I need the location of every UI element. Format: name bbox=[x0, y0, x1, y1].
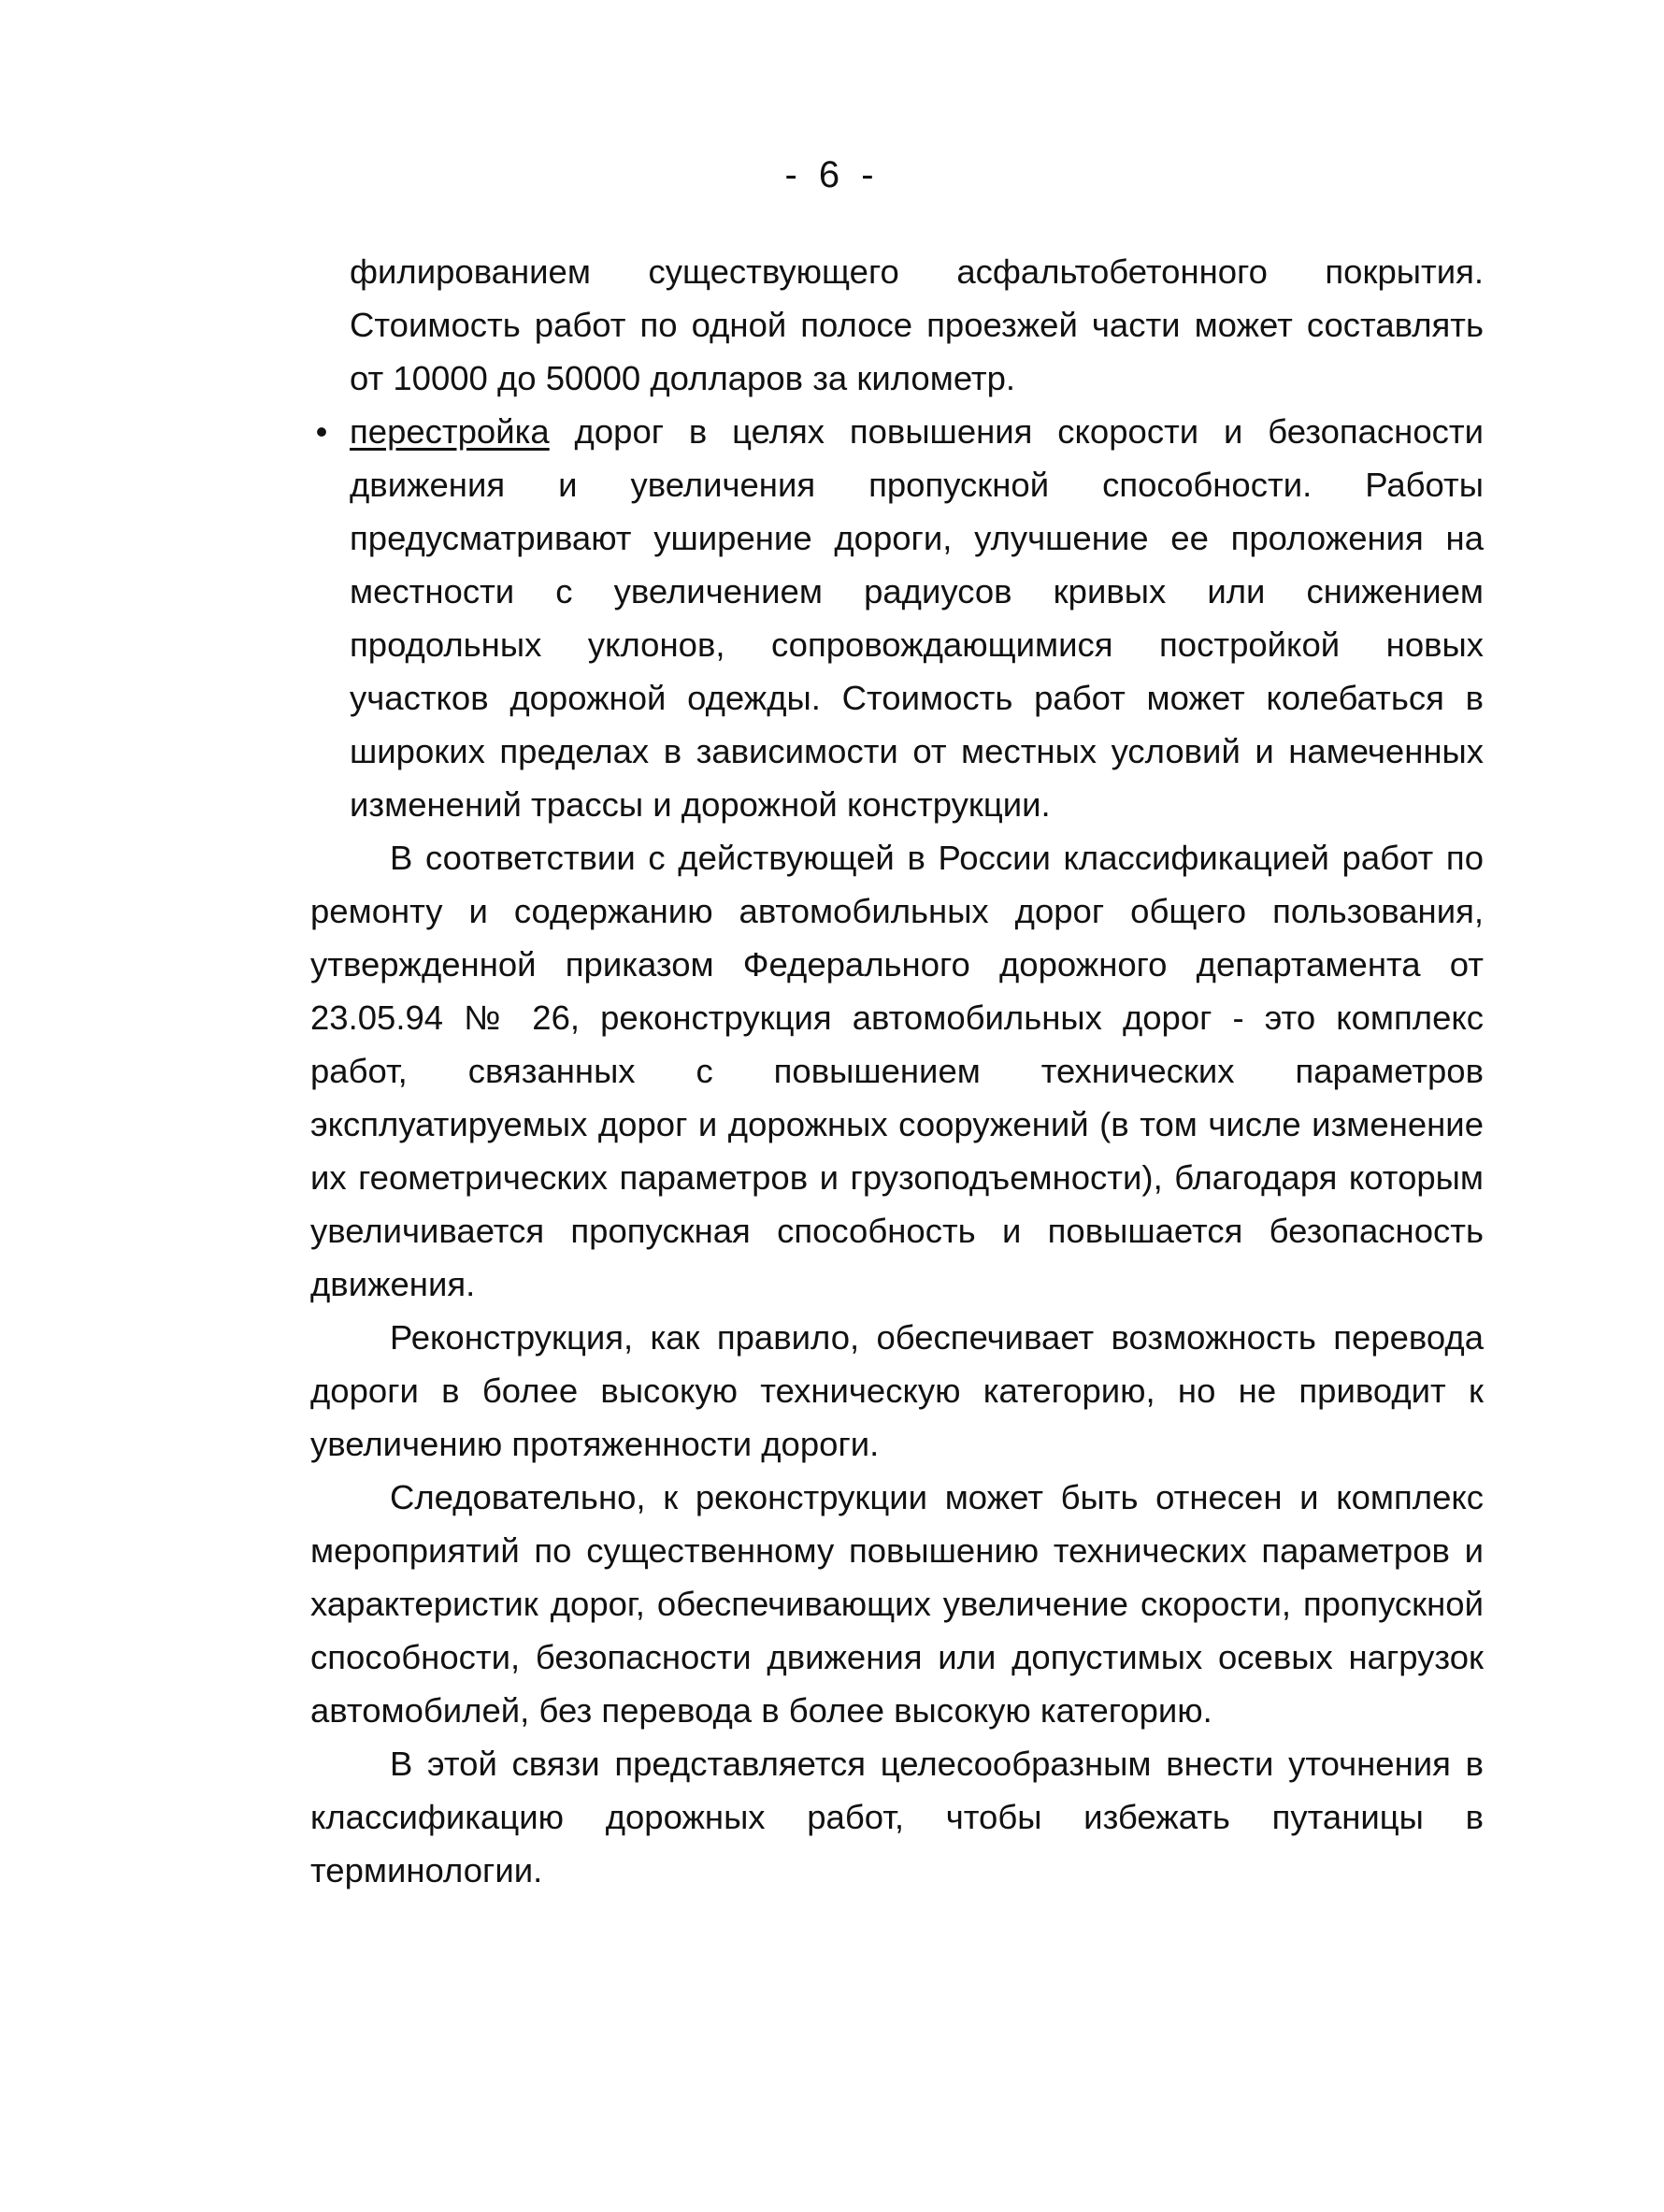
paragraph-consequence: Следовательно, к реконструкции может быть отнесен и комплекс мероприятий по существенному повышению технических параметров и характеристик дорог, обеспечивающих увеличение скорости, пропускной способности, безопасности движения или допустимых осевых нагрузок автомобилей, без перевода в более высокую категорию. bbox=[310, 1478, 1484, 1730]
paragraph-classification: В соответствии с действующей в России классификацией работ по ремонту и содержанию автомобильных дорог общего пользования, утвержденной приказом Федерального дорожного департамента от 23.05.94 № 26, реконструкция автомобильных дорог - это комплекс работ, связанных с повышением технических параметров эксплуатируемых дорог и дорожных сооружений (в том числе изменение их геометрических параметров и грузоподъемности), благодаря которым увеличивается пропускная способность и повышается безопасность движения. bbox=[310, 839, 1484, 1303]
continued-paragraph: филированием существующего асфальтобетонного покрытия. Стоимость работ по одной полосе проезжей части может составлять от 10000 до 50000 долларов за километр. bbox=[350, 252, 1484, 397]
paragraph-category-transfer: Реконструкция, как правило, обеспечивает возможность перевода дороги в более высокую техническую категорию, но не приводит к увеличению протяженности дороги. bbox=[310, 1318, 1484, 1463]
bullet-list-item bbox=[310, 405, 1484, 831]
paragraph-conclusion: В этой связи представляется целесообразным внести уточнения в классификацию дорожных работ, чтобы избежать путаницы в терминологии. bbox=[310, 1745, 1484, 1889]
bullet-marker: • bbox=[315, 412, 328, 451]
bullet-term: перестройка bbox=[350, 412, 550, 451]
page-number: - 6 - bbox=[784, 154, 880, 195]
document-body bbox=[310, 245, 1484, 1897]
bullet-text: дорог в целях повышения скорости и безопасности движения и увеличения пропускной способности. Работы предусматривают уширение дороги, улучшение ее проложения на местности с увеличением радиусов кривых или снижением продольных уклонов, сопровождающимися постройкой новых участков дорожной одежды. Стоимость работ может колебаться в широких пределах в зависимости от местных условий и намеченных изменений трассы и дорожной конструкции. bbox=[350, 412, 1484, 824]
